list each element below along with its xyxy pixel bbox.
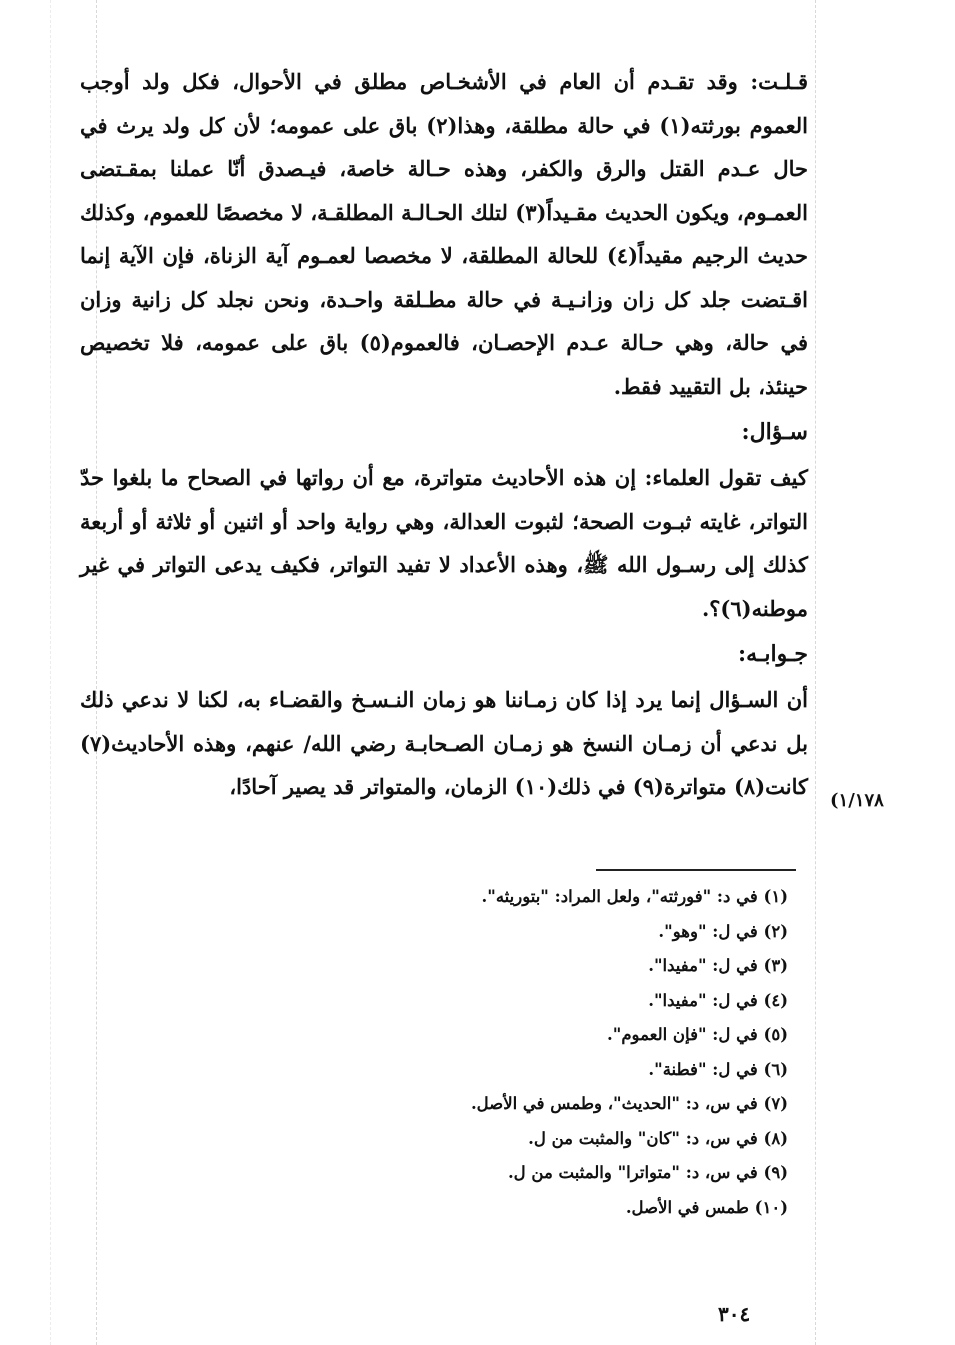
footnote: (١) في د: "فورثته"، ولعل المراد: "بتوريثه".: [481, 887, 788, 906]
footnote: (٢) في ل: "وهو".: [658, 921, 788, 941]
footnote: (٤) في ل: "مفيدا".: [648, 990, 788, 1010]
answer-text: أن السـؤال إنما يرد إذا كان زمـاننا هو زمان النـسـخ والقضـاء به، لكنا لا ندعي ذلك بل ندعي أن زمـان النسخ هو زمـان الصـحابـة رضي الله/ عنهم، وهذه الأحاديث(٧) كانت(٨) متواترة(٩) في ذلك(١٠) الزمان، والمتواتر قد يصير آحادًا،: [80, 687, 808, 799]
footnote: (١٠) طمس في الأصل.: [625, 1197, 788, 1217]
answer-paragraph: [80, 678, 808, 809]
footnote: (٣) في ل: "مفيدا".: [648, 956, 788, 975]
question-text: كيف تقول العلماء: إن هذه الأحاديث متواترة، مع أن رواتها في الصحاح ما بلغوا حدّ التواتر، غايته ثبـوت الصحة؛ لثبوت العدالة، وهي رواية واحد أو اثنين أو ثلاثة أو أربعة كذلك إلى رسـول الله ﷺ، وهذه الأعداد لا تفيد التواتر، فكيف يدعى التواتر في غير موطنه(٦)؟.: [80, 465, 808, 621]
question-heading: سـؤال:: [741, 419, 808, 445]
footnote: (٥) في ل: "فإن العموم".: [606, 1025, 788, 1044]
footnote: (٧) في س، د: "الحديث"، وطمس في الأصل.: [470, 1094, 788, 1113]
question-paragraph: [80, 456, 808, 630]
footnote: (٦) في ل: "فطنة".: [648, 1059, 788, 1079]
answer-heading: جـوابـه:: [737, 641, 808, 667]
qult-text: وقد تقـدم أن العام في الأشخـاص مطلق في الأحوال، فكل ولد أوجب العموم بورثته(١) في حالة مطلقة، وهذا(٢) باق على عمومه؛ لأن كل ولد يرث في حال عـدم القتل والرق والكفر، وهذه حـالة خاصة، فيـصدق أنّا عملنا بمقـتضى العمـوم، ويكون الحديث مقـيداً(٣) لتلك الحـالـة المطلقـة، لا مخصصًا للعموم، وكذلك حديث الرجيم مقيداً(٤) للحالة المطلقة، لا مخصصا لعمـوم آية الزناة، فإن الآية إنما اقـتضت جلد كل زان وزانـيـة في حالة مطـلقة واحـدة، ونحن نجلد كل زانية وزان في حالة، وهي حـالة عـدم الإحصـان، فالعموم(٥) باق على عمومه، فلا تخصيص حينئذ، بل التقييد فقط.: [80, 69, 808, 399]
main-text: [80, 60, 808, 809]
margin-folio-reference: (١/١٧٨: [830, 790, 884, 811]
footnote: (٩) في س، د: "متواترا" والمثبت من ل.: [507, 1163, 788, 1182]
margin-guide-outer: [50, 0, 51, 1345]
paragraph-qult-line: [80, 60, 808, 408]
footnotes: [360, 880, 788, 1225]
paragraph-qult: [80, 60, 808, 408]
margin-guide-right: [815, 0, 816, 1345]
footnote-separator: [596, 869, 796, 871]
footnote: (٨) في س، د: "كان" والمثبت من ل.: [528, 1128, 788, 1148]
page-number: ٣٠٤: [718, 1302, 751, 1326]
qult-lead: قـلـت:: [750, 69, 808, 94]
